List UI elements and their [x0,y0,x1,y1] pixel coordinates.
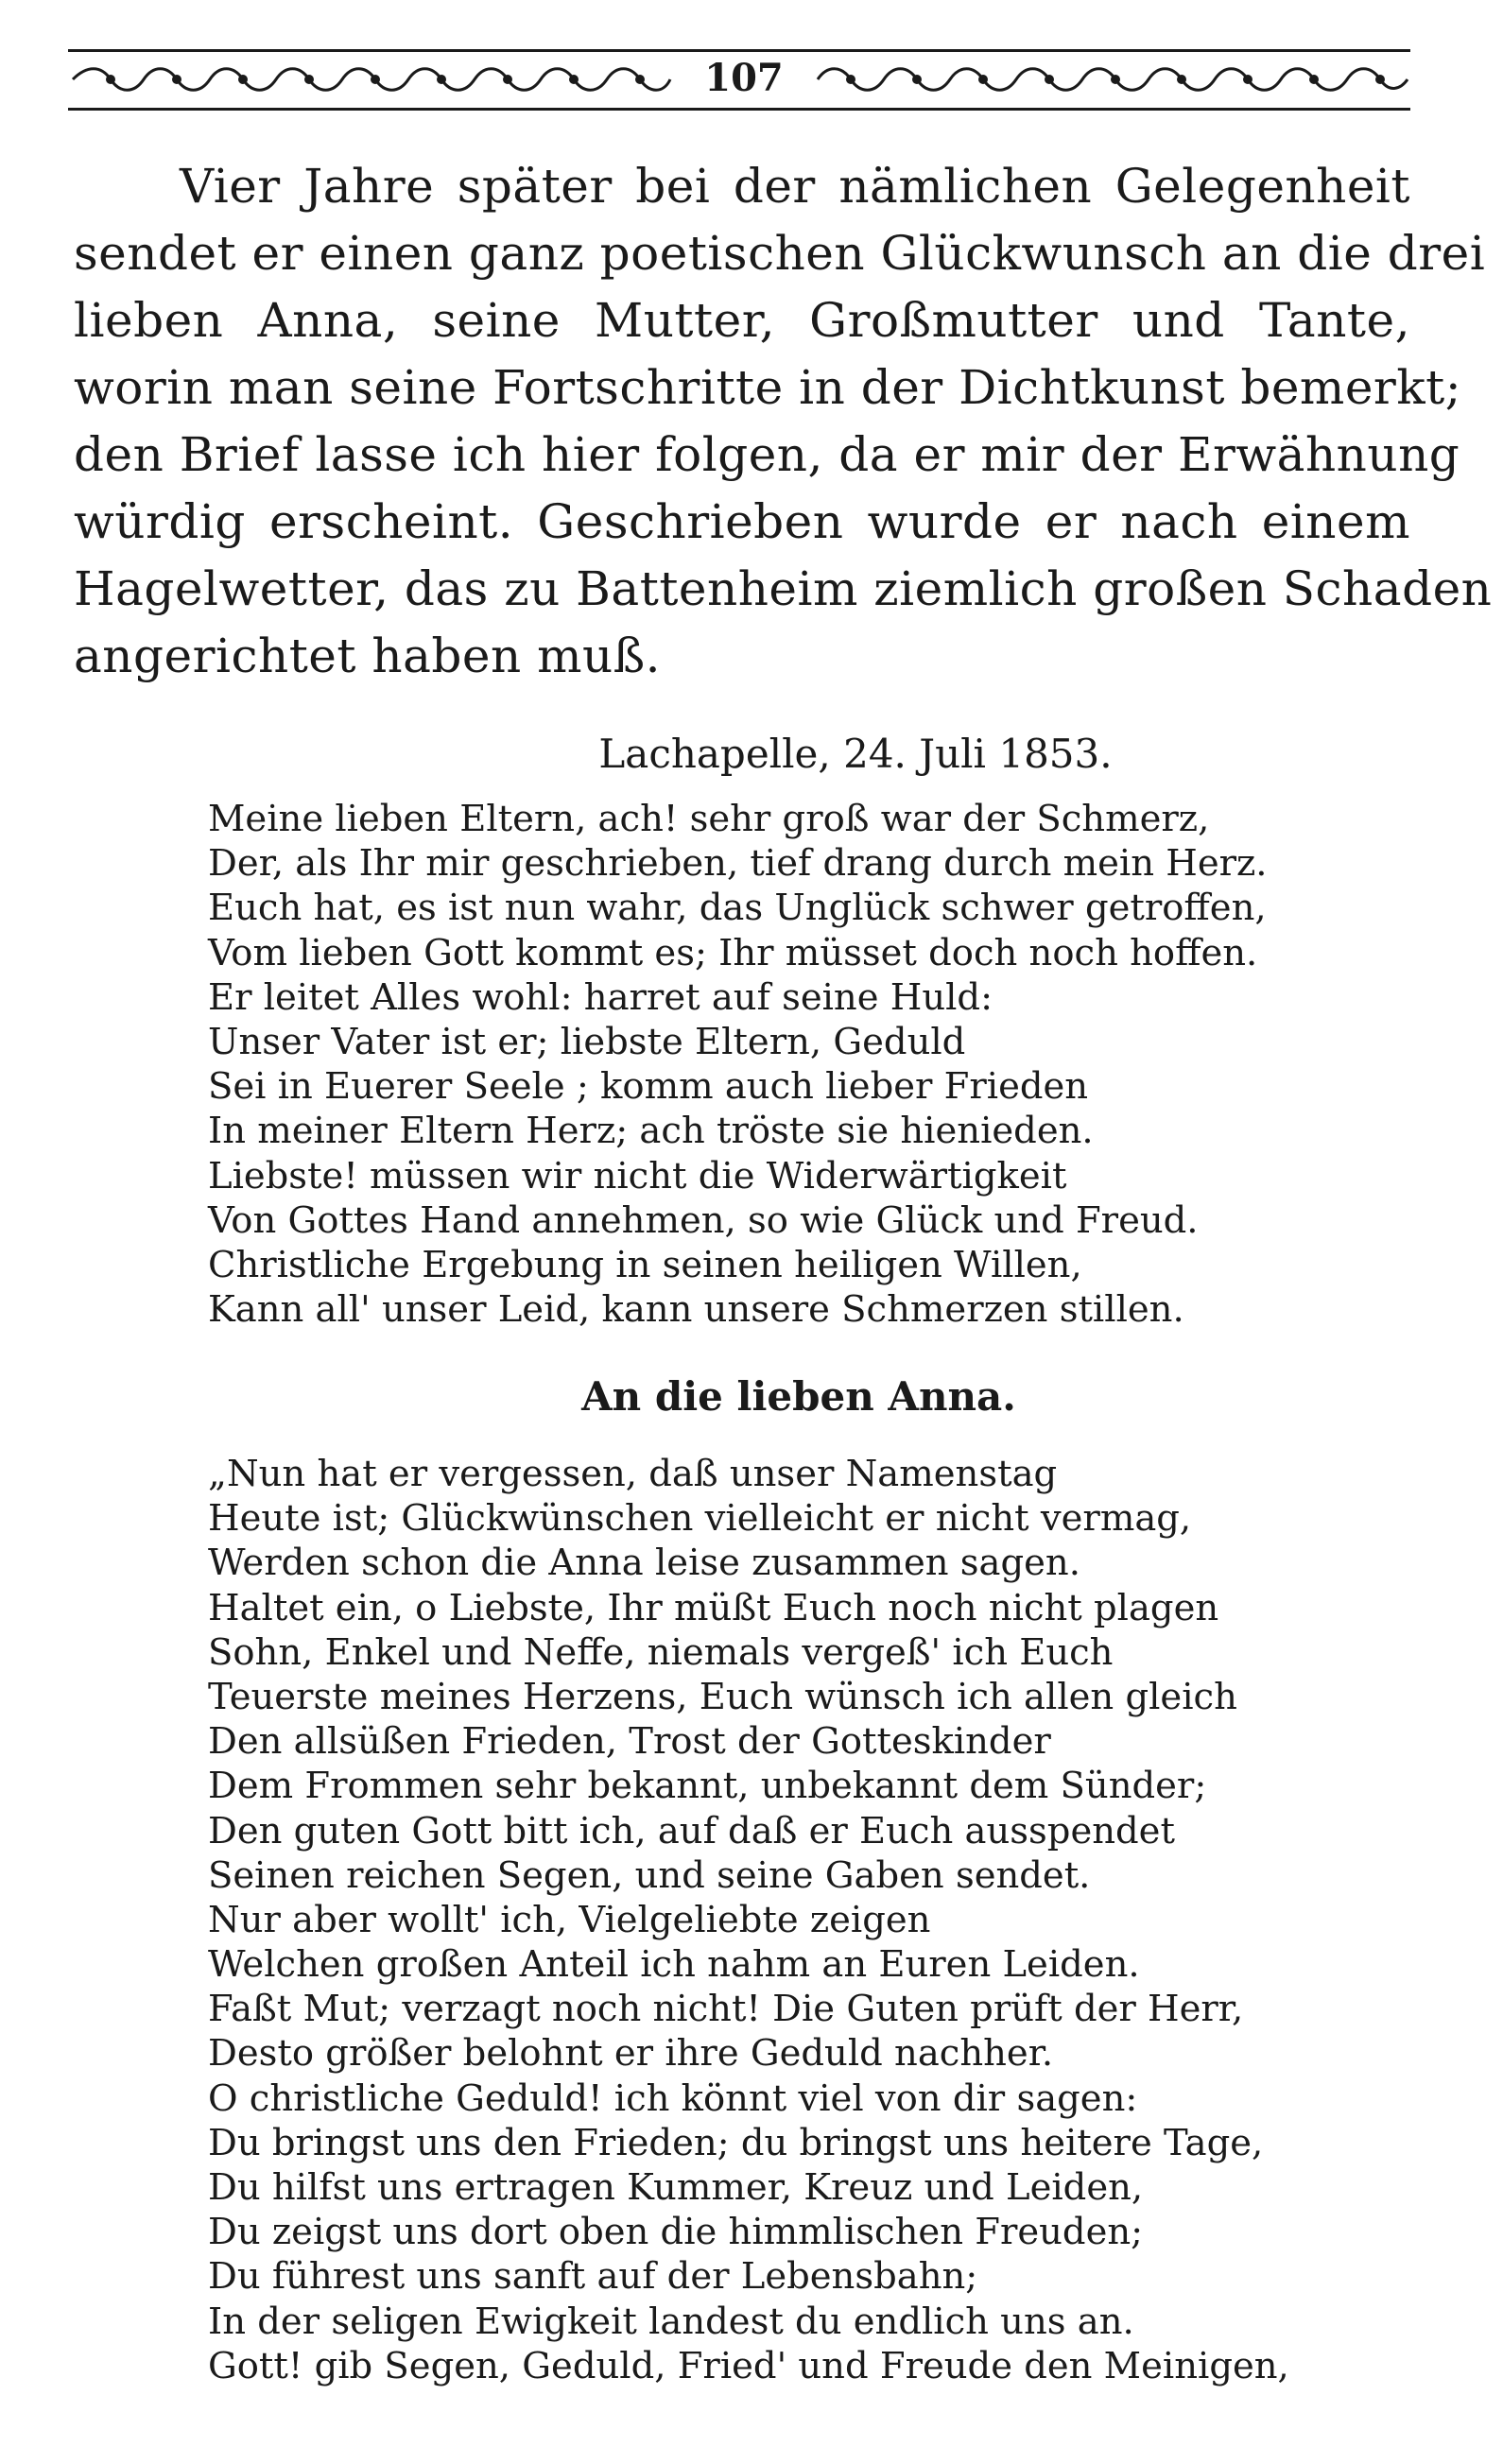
paragraph-line: Vier Jahre später bei der nämlichen Gelegenheit [180,159,1410,214]
verse-line: Christliche Ergebung in seinen heiligen Willen, [208,1243,1082,1286]
page-number: 107 [704,56,784,100]
verse-line: Haltet ein, o Liebste, Ihr müßt Euch noch nicht plagen [208,1586,1219,1629]
verse-line: Gott! gib Segen, Geduld, Fried' und Freude den Meinigen, [208,2344,1289,2387]
verse-line: Welchen großen Anteil ich nahm an Euren Leiden. [208,1943,1140,1987]
verse-line: Du zeigst uns dort oben die himmlischen Freuden; [208,2211,1144,2254]
verse-line: Dem Frommen sehr bekannt, unbekannt dem Sünder; [208,1765,1207,1808]
verse-line: „Nun hat er vergessen, daß unser Namenstag [208,1453,1058,1495]
verse-line: Kann all' unser Leid, kann unsere Schmerzen stillen. [208,1288,1184,1332]
paragraph-line: lieben Anna, seine Mutter, Großmutter und Tante, [74,293,1410,348]
letter-place-date: Lachapelle, 24. Juli 1853. [598,731,1113,777]
paragraph-line: den Brief lasse ich hier folgen, da er mir der Erwähnung [74,427,1460,482]
header-rule-bottom [68,108,1410,111]
verse-line: Du hilfst uns ertragen Kummer, Kreuz und Leiden, [208,2166,1144,2209]
verse-line: Vom lieben Gott kommt es; Ihr müsset doch noch hoffen. [208,931,1258,974]
verse-line: In meiner Eltern Herz; ach tröste sie hienieden. [208,1110,1094,1153]
ornamental-band-icon [68,60,673,98]
verse-line: Den allsüßen Frieden, Trost der Gotteskinder [208,1720,1051,1764]
verse-line: Er leitet Alles wohl: harret auf seine Huld: [208,975,993,1019]
verse-line: Heute ist; Glückwünschen vielleicht er nicht vermag, [208,1497,1192,1541]
intro-paragraph [74,153,1493,690]
page-header [68,49,1410,115]
ornamental-band-icon [815,60,1410,98]
verse-line: Von Gottes Hand annehmen, so wie Glück und Freud. [208,1198,1199,1242]
verse-line: Der, als Ihr mir geschrieben, tief drang durch mein Herz. [208,842,1268,886]
verse-line: Sohn, Enkel und Neffe, niemals vergeß' ich Euch [208,1630,1114,1674]
verse-line: O christliche Geduld! ich könnt viel von dir sagen: [208,2076,1138,2120]
header-rule-top [68,49,1410,52]
verse-line: Liebste! müssen wir nicht die Widerwärtigkeit [208,1154,1067,1198]
poem-title: An die lieben Anna. [581,1373,1016,1420]
verse-line: Unser Vater ist er; liebste Eltern, Geduld [208,1020,966,1063]
verse-line: Du führest uns sanft auf der Lebensbahn; [208,2255,978,2299]
paragraph-line: angerichtet haben muß. [74,629,661,683]
verse-line: Meine lieben Eltern, ach! sehr groß war der Schmerz, [208,798,1210,840]
paragraph-line: sendet er einen ganz poetischen Glückwunsch an die drei [74,226,1486,281]
verse-line: Nur aber wollt' ich, Vielgeliebte zeigen [208,1898,931,1941]
verse-line: Sei in Euerer Seele ; komm auch lieber Frieden [208,1065,1089,1109]
verse-line: Du bringst uns den Frieden; du bringst uns heitere Tage, [208,2121,1264,2164]
letter-verses [208,797,1427,1332]
verse-line: Teuerste meines Herzens, Euch wünsch ich allen gleich [208,1675,1237,1718]
verse-line: Seinen reichen Segen, und seine Gaben sendet. [208,1853,1091,1897]
verse-line: In der seligen Ewigkeit landest du endlich uns an. [208,2300,1134,2343]
paragraph-line: worin man seine Fortschritte in der Dichtkunst bemerkt; [74,360,1462,415]
verse-line: Werden schon die Anna leise zusammen sagen. [208,1542,1080,1585]
paragraph-line: würdig erscheint. Geschrieben wurde er nach einem [74,494,1410,549]
verse-line: Faßt Mut; verzagt noch nicht! Die Guten prüft der Herr, [208,1988,1244,2031]
paragraph-line: Hagelwetter, das zu Battenheim ziemlich großen Schaden [74,561,1493,616]
verse-line: Euch hat, es ist nun wahr, das Unglück schwer getroffen, [208,887,1267,930]
verse-line: Den guten Gott bitt ich, auf daß er Euch ausspendet [208,1809,1175,1852]
verse-line: Desto größer belohnt er ihre Geduld nachher. [208,2032,1054,2076]
poem-verses [208,1452,1427,2388]
